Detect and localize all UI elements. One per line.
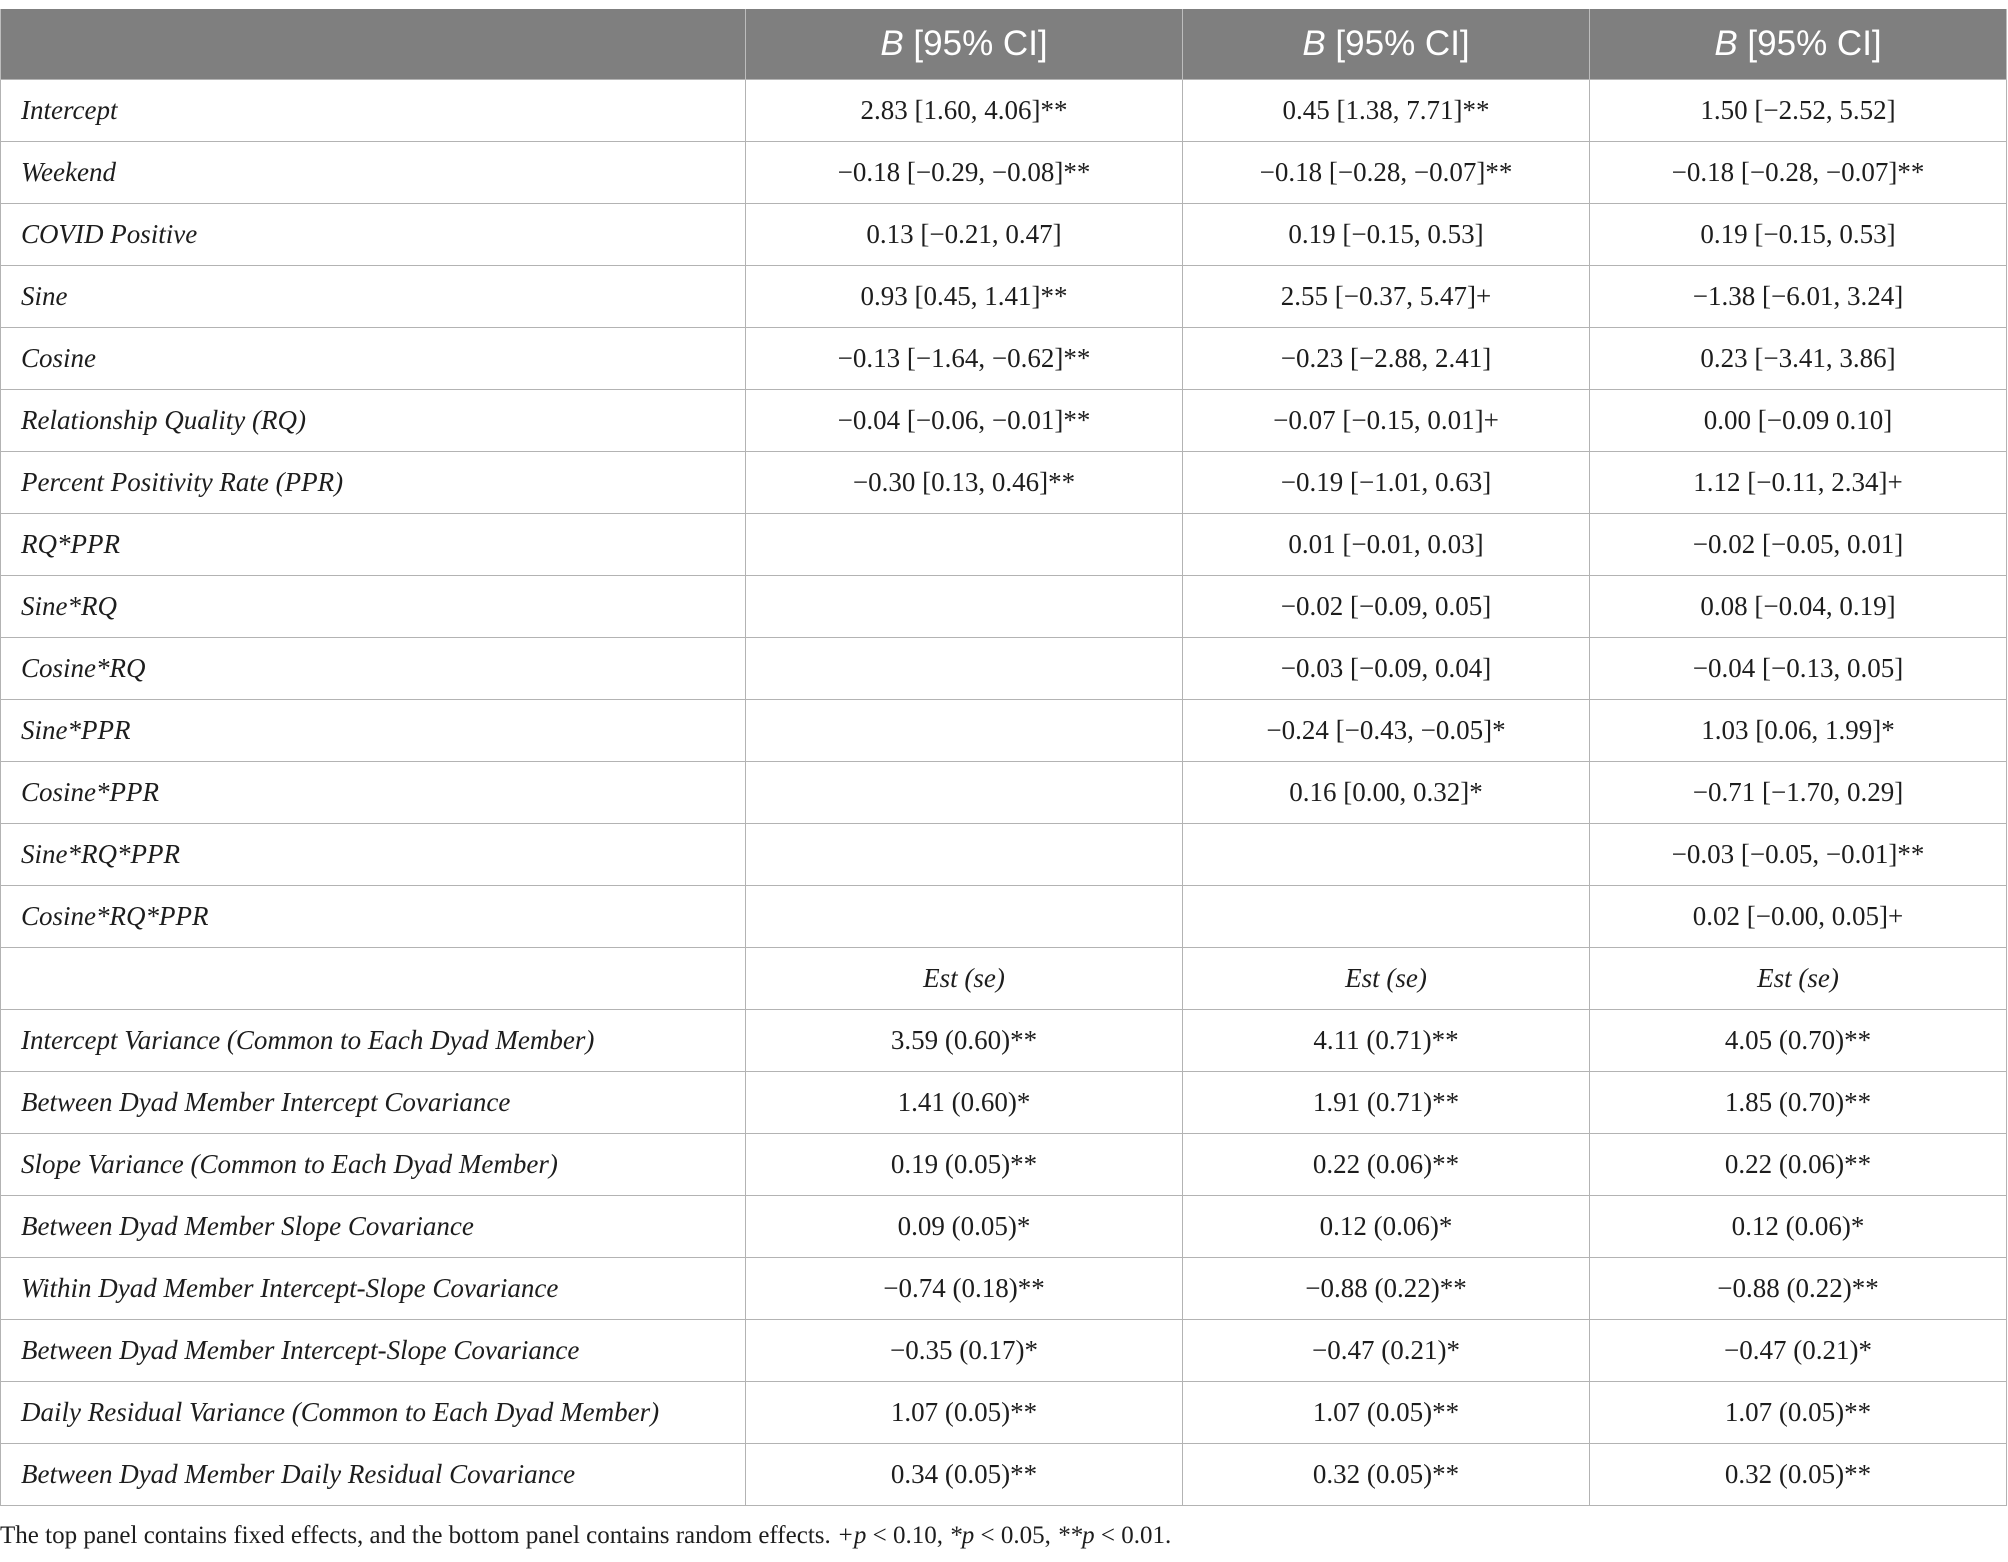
est-se-label: Est (se) xyxy=(1183,948,1590,1010)
cell-col-1: −0.04 [−0.06, −0.01]** xyxy=(746,390,1183,452)
table-row xyxy=(1,204,2007,266)
row-label: Percent Positivity Rate (PPR) xyxy=(1,452,746,514)
cell-col-3: 0.12 (0.06)* xyxy=(1590,1196,2007,1258)
cell-col-2: 0.16 [0.00, 0.32]* xyxy=(1183,762,1590,824)
table-row xyxy=(1,576,2007,638)
table-row xyxy=(1,1196,2007,1258)
table-row xyxy=(1,266,2007,328)
row-label: Cosine*PPR xyxy=(1,762,746,824)
cell-col-3: 0.08 [−0.04, 0.19] xyxy=(1590,576,2007,638)
est-subheader-row xyxy=(1,948,2007,1010)
cell-col-2: −0.18 [−0.28, −0.07]** xyxy=(1183,142,1590,204)
cell-col-3: −0.02 [−0.05, 0.01] xyxy=(1590,514,2007,576)
cell-col-1 xyxy=(746,638,1183,700)
cell-col-1: 0.93 [0.45, 1.41]** xyxy=(746,266,1183,328)
regression-table xyxy=(0,9,2007,1506)
row-label: RQ*PPR xyxy=(1,514,746,576)
cell-col-3: −0.71 [−1.70, 0.29] xyxy=(1590,762,2007,824)
cell-col-1: −0.18 [−0.29, −0.08]** xyxy=(746,142,1183,204)
cell-col-2: 0.32 (0.05)** xyxy=(1183,1444,1590,1506)
cell-col-2: 0.19 [−0.15, 0.53] xyxy=(1183,204,1590,266)
cell-col-2: −0.07 [−0.15, 0.01]+ xyxy=(1183,390,1590,452)
table-row xyxy=(1,142,2007,204)
table-row xyxy=(1,1320,2007,1382)
row-label: Slope Variance (Common to Each Dyad Member) xyxy=(1,1134,746,1196)
regression-table-container xyxy=(0,9,2006,1506)
cell-col-3: 0.22 (0.06)** xyxy=(1590,1134,2007,1196)
cell-col-3: −0.03 [−0.05, −0.01]** xyxy=(1590,824,2007,886)
cell-col-2: 0.45 [1.38, 7.71]** xyxy=(1183,80,1590,142)
cell-col-1: 0.13 [−0.21, 0.47] xyxy=(746,204,1183,266)
table-footnote: The top panel contains fixed effects, and the bottom panel contains random effects. +p < 0.10, *p < 0.05, **p < 0.01. xyxy=(0,1522,1172,1549)
cell-col-3: 1.12 [−0.11, 2.34]+ xyxy=(1590,452,2007,514)
table-row xyxy=(1,638,2007,700)
row-label xyxy=(1,948,746,1010)
row-label: Daily Residual Variance (Common to Each Dyad Member) xyxy=(1,1382,746,1444)
row-label: Sine xyxy=(1,266,746,328)
cell-col-2: −0.88 (0.22)** xyxy=(1183,1258,1590,1320)
cell-col-1: 0.09 (0.05)* xyxy=(746,1196,1183,1258)
header-col-2: B [95% CI] xyxy=(1183,9,1590,80)
cell-col-2: −0.24 [−0.43, −0.05]* xyxy=(1183,700,1590,762)
header-row xyxy=(1,9,2007,80)
cell-col-2: −0.19 [−1.01, 0.63] xyxy=(1183,452,1590,514)
cell-col-2: 2.55 [−0.37, 5.47]+ xyxy=(1183,266,1590,328)
row-label: Within Dyad Member Intercept-Slope Covariance xyxy=(1,1258,746,1320)
table-row xyxy=(1,452,2007,514)
row-label: Cosine xyxy=(1,328,746,390)
table-row xyxy=(1,390,2007,452)
cell-col-3: −1.38 [−6.01, 3.24] xyxy=(1590,266,2007,328)
cell-col-2: −0.03 [−0.09, 0.04] xyxy=(1183,638,1590,700)
cell-col-2: 0.12 (0.06)* xyxy=(1183,1196,1590,1258)
row-label: Between Dyad Member Slope Covariance xyxy=(1,1196,746,1258)
cell-col-1: 0.19 (0.05)** xyxy=(746,1134,1183,1196)
cell-col-1: 0.34 (0.05)** xyxy=(746,1444,1183,1506)
est-se-label: Est (se) xyxy=(746,948,1183,1010)
row-label: Cosine*RQ*PPR xyxy=(1,886,746,948)
cell-col-2 xyxy=(1183,824,1590,886)
table-row xyxy=(1,1258,2007,1320)
cell-col-1: −0.30 [0.13, 0.46]** xyxy=(746,452,1183,514)
cell-col-1: −0.35 (0.17)* xyxy=(746,1320,1183,1382)
cell-col-3: 0.19 [−0.15, 0.53] xyxy=(1590,204,2007,266)
row-label: COVID Positive xyxy=(1,204,746,266)
cell-col-3: 1.50 [−2.52, 5.52] xyxy=(1590,80,2007,142)
header-blank xyxy=(1,9,746,80)
cell-col-3: 4.05 (0.70)** xyxy=(1590,1010,2007,1072)
cell-col-3: −0.04 [−0.13, 0.05] xyxy=(1590,638,2007,700)
cell-col-1 xyxy=(746,762,1183,824)
cell-col-1 xyxy=(746,576,1183,638)
cell-col-1 xyxy=(746,886,1183,948)
cell-col-2: 4.11 (0.71)** xyxy=(1183,1010,1590,1072)
cell-col-2: 0.22 (0.06)** xyxy=(1183,1134,1590,1196)
est-se-label: Est (se) xyxy=(1590,948,2007,1010)
row-label: Sine*PPR xyxy=(1,700,746,762)
table-row xyxy=(1,1382,2007,1444)
row-label: Intercept xyxy=(1,80,746,142)
row-label: Between Dyad Member Daily Residual Covariance xyxy=(1,1444,746,1506)
row-label: Intercept Variance (Common to Each Dyad Member) xyxy=(1,1010,746,1072)
table-row xyxy=(1,1010,2007,1072)
header-col-3: B [95% CI] xyxy=(1590,9,2007,80)
table-row xyxy=(1,1072,2007,1134)
cell-col-1: 1.41 (0.60)* xyxy=(746,1072,1183,1134)
cell-col-3: 0.32 (0.05)** xyxy=(1590,1444,2007,1506)
cell-col-2: −0.23 [−2.88, 2.41] xyxy=(1183,328,1590,390)
cell-col-3: 1.03 [0.06, 1.99]* xyxy=(1590,700,2007,762)
cell-col-3: −0.88 (0.22)** xyxy=(1590,1258,2007,1320)
cell-col-1: 3.59 (0.60)** xyxy=(746,1010,1183,1072)
cell-col-1 xyxy=(746,824,1183,886)
cell-col-2 xyxy=(1183,886,1590,948)
cell-col-3: 0.00 [−0.09 0.10] xyxy=(1590,390,2007,452)
table-row xyxy=(1,762,2007,824)
table-row xyxy=(1,886,2007,948)
cell-col-1 xyxy=(746,514,1183,576)
row-label: Cosine*RQ xyxy=(1,638,746,700)
cell-col-3: 1.07 (0.05)** xyxy=(1590,1382,2007,1444)
row-label: Sine*RQ xyxy=(1,576,746,638)
row-label: Sine*RQ*PPR xyxy=(1,824,746,886)
row-label: Relationship Quality (RQ) xyxy=(1,390,746,452)
table-row xyxy=(1,328,2007,390)
table-row xyxy=(1,1134,2007,1196)
cell-col-2: −0.02 [−0.09, 0.05] xyxy=(1183,576,1590,638)
cell-col-1: −0.74 (0.18)** xyxy=(746,1258,1183,1320)
cell-col-2: 0.01 [−0.01, 0.03] xyxy=(1183,514,1590,576)
table-row xyxy=(1,514,2007,576)
row-label: Weekend xyxy=(1,142,746,204)
row-label: Between Dyad Member Intercept Covariance xyxy=(1,1072,746,1134)
cell-col-1 xyxy=(746,700,1183,762)
cell-col-3: 0.23 [−3.41, 3.86] xyxy=(1590,328,2007,390)
row-label: Between Dyad Member Intercept-Slope Covariance xyxy=(1,1320,746,1382)
header-col-1: B [95% CI] xyxy=(746,9,1183,80)
cell-col-2: 1.07 (0.05)** xyxy=(1183,1382,1590,1444)
table-row xyxy=(1,1444,2007,1506)
cell-col-1: 1.07 (0.05)** xyxy=(746,1382,1183,1444)
cell-col-3: 0.02 [−0.00, 0.05]+ xyxy=(1590,886,2007,948)
cell-col-1: 2.83 [1.60, 4.06]** xyxy=(746,80,1183,142)
table-row xyxy=(1,80,2007,142)
cell-col-3: −0.47 (0.21)* xyxy=(1590,1320,2007,1382)
cell-col-3: 1.85 (0.70)** xyxy=(1590,1072,2007,1134)
cell-col-2: −0.47 (0.21)* xyxy=(1183,1320,1590,1382)
cell-col-3: −0.18 [−0.28, −0.07]** xyxy=(1590,142,2007,204)
table-row xyxy=(1,824,2007,886)
cell-col-1: −0.13 [−1.64, −0.62]** xyxy=(746,328,1183,390)
cell-col-2: 1.91 (0.71)** xyxy=(1183,1072,1590,1134)
table-row xyxy=(1,700,2007,762)
